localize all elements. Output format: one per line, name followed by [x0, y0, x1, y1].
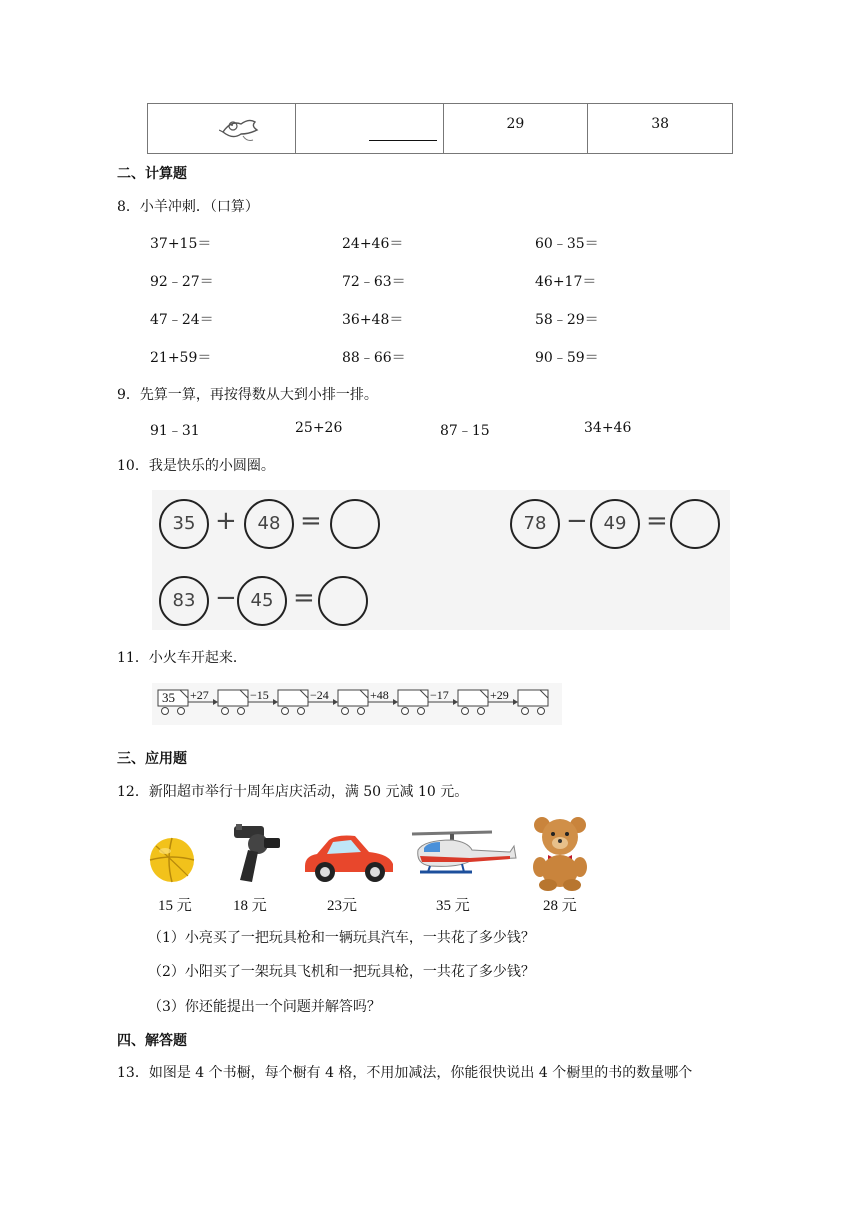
operator: +	[215, 506, 237, 536]
equals-sign: =	[646, 506, 668, 536]
answer-circle[interactable]	[318, 576, 368, 626]
q8-expr: 58﹣29＝	[535, 312, 599, 328]
question-9-title: 9．先算一算，再按得数从大到小排一排。	[117, 387, 378, 403]
train-car[interactable]	[218, 690, 248, 715]
toy-car-icon	[301, 830, 397, 886]
price-label: 28 元	[543, 898, 577, 914]
train-diagram	[152, 683, 562, 725]
train-car[interactable]	[278, 690, 308, 715]
q8-expr: 21+59＝	[150, 350, 212, 366]
q8-expr: 92﹣27＝	[150, 274, 214, 290]
train-car[interactable]	[518, 690, 548, 715]
circle-number: 48	[244, 499, 294, 549]
circle-number: 78	[510, 499, 560, 549]
q8-expr: 37+15＝	[150, 236, 212, 252]
section-heading-application: 三、应用题	[117, 751, 187, 767]
q8-expr: 60﹣35＝	[535, 236, 599, 252]
train-car[interactable]	[398, 690, 428, 715]
train-arrow-head	[273, 699, 278, 705]
price-label: 23元	[327, 898, 358, 914]
train-arrow-head	[513, 699, 518, 705]
operator: −	[566, 506, 588, 536]
train-arrow-head	[333, 699, 338, 705]
q8-expr: 72﹣63＝	[342, 274, 406, 290]
answer-circle[interactable]	[330, 499, 380, 549]
q12-subquestion-2: （2）小阳买了一架玩具飞机和一把玩具枪，一共花了多少钱？	[148, 964, 535, 980]
q9-item: 91﹣31	[150, 423, 200, 439]
table-cell-blank	[295, 104, 443, 154]
circle-number: 83	[159, 576, 209, 626]
train-op-label: +48	[370, 688, 389, 702]
train-arrow-head	[393, 699, 398, 705]
answer-circle[interactable]	[670, 499, 720, 549]
train-op-label: −15	[250, 688, 269, 702]
q8-expr: 88﹣66＝	[342, 350, 406, 366]
circle-number: 45	[237, 576, 287, 626]
q12-subquestion-1: （1）小亮买了一把玩具枪和一辆玩具汽车，一共花了多少钱？	[148, 930, 535, 946]
train-op-label: +27	[190, 688, 209, 702]
bird-icon	[219, 112, 263, 144]
section-heading-calculation: 二、计算题	[117, 166, 187, 182]
table-cell-38: 38	[588, 104, 733, 154]
question-12-title: 12．新阳超市举行十周年店庆活动，满 50 元减 10 元。	[117, 784, 469, 800]
price-label: 18 元	[233, 898, 267, 914]
question-8-title: 8．小羊冲刺．（口算）	[117, 199, 259, 215]
q9-item: 87﹣15	[440, 423, 490, 439]
toy-gun-icon	[228, 822, 284, 886]
price-label: 35 元	[436, 898, 470, 914]
question-13-title: 13．如图是 4 个书橱，每个橱有 4 格，不用加减法，你能很快说出 4 个橱里的书的数量哪个	[117, 1065, 693, 1081]
table-cell-icon	[148, 104, 296, 154]
teddy-bear-icon	[528, 815, 592, 891]
table-cell-29: 29	[443, 104, 588, 154]
basketball-icon	[148, 836, 196, 884]
operator: −	[215, 583, 237, 613]
q8-expr: 90﹣59＝	[535, 350, 599, 366]
q9-item: 25+26	[295, 420, 343, 436]
q8-expr: 47﹣24＝	[150, 312, 214, 328]
train-car[interactable]	[338, 690, 368, 715]
question-10-title: 10．我是快乐的小圆圈。	[117, 458, 275, 474]
q9-item: 34+46	[584, 420, 632, 436]
q12-subquestion-3: （3）你还能提出一个问题并解答吗？	[148, 999, 381, 1015]
section-heading-answer: 四、解答题	[117, 1033, 187, 1049]
circle-number: 35	[159, 499, 209, 549]
train-arrow-head	[213, 699, 218, 705]
q8-expr: 24+46＝	[342, 236, 404, 252]
helicopter-icon	[406, 826, 518, 882]
top-table	[147, 103, 733, 154]
train-arrow-head	[453, 699, 458, 705]
circle-number: 49	[590, 499, 640, 549]
question-11-title: 11．小火车开起来．	[117, 650, 247, 666]
q8-expr: 36+48＝	[342, 312, 404, 328]
equals-sign: =	[300, 506, 322, 536]
train-op-label: +29	[490, 688, 509, 702]
train-op-label: −24	[310, 688, 329, 702]
train-car[interactable]	[458, 690, 488, 715]
train-start-number: 35	[162, 690, 175, 705]
train-op-label: −17	[430, 688, 449, 702]
train-car-start	[158, 690, 188, 715]
q8-expr: 46+17＝	[535, 274, 597, 290]
equals-sign: =	[293, 583, 315, 613]
price-label: 15 元	[158, 898, 192, 914]
